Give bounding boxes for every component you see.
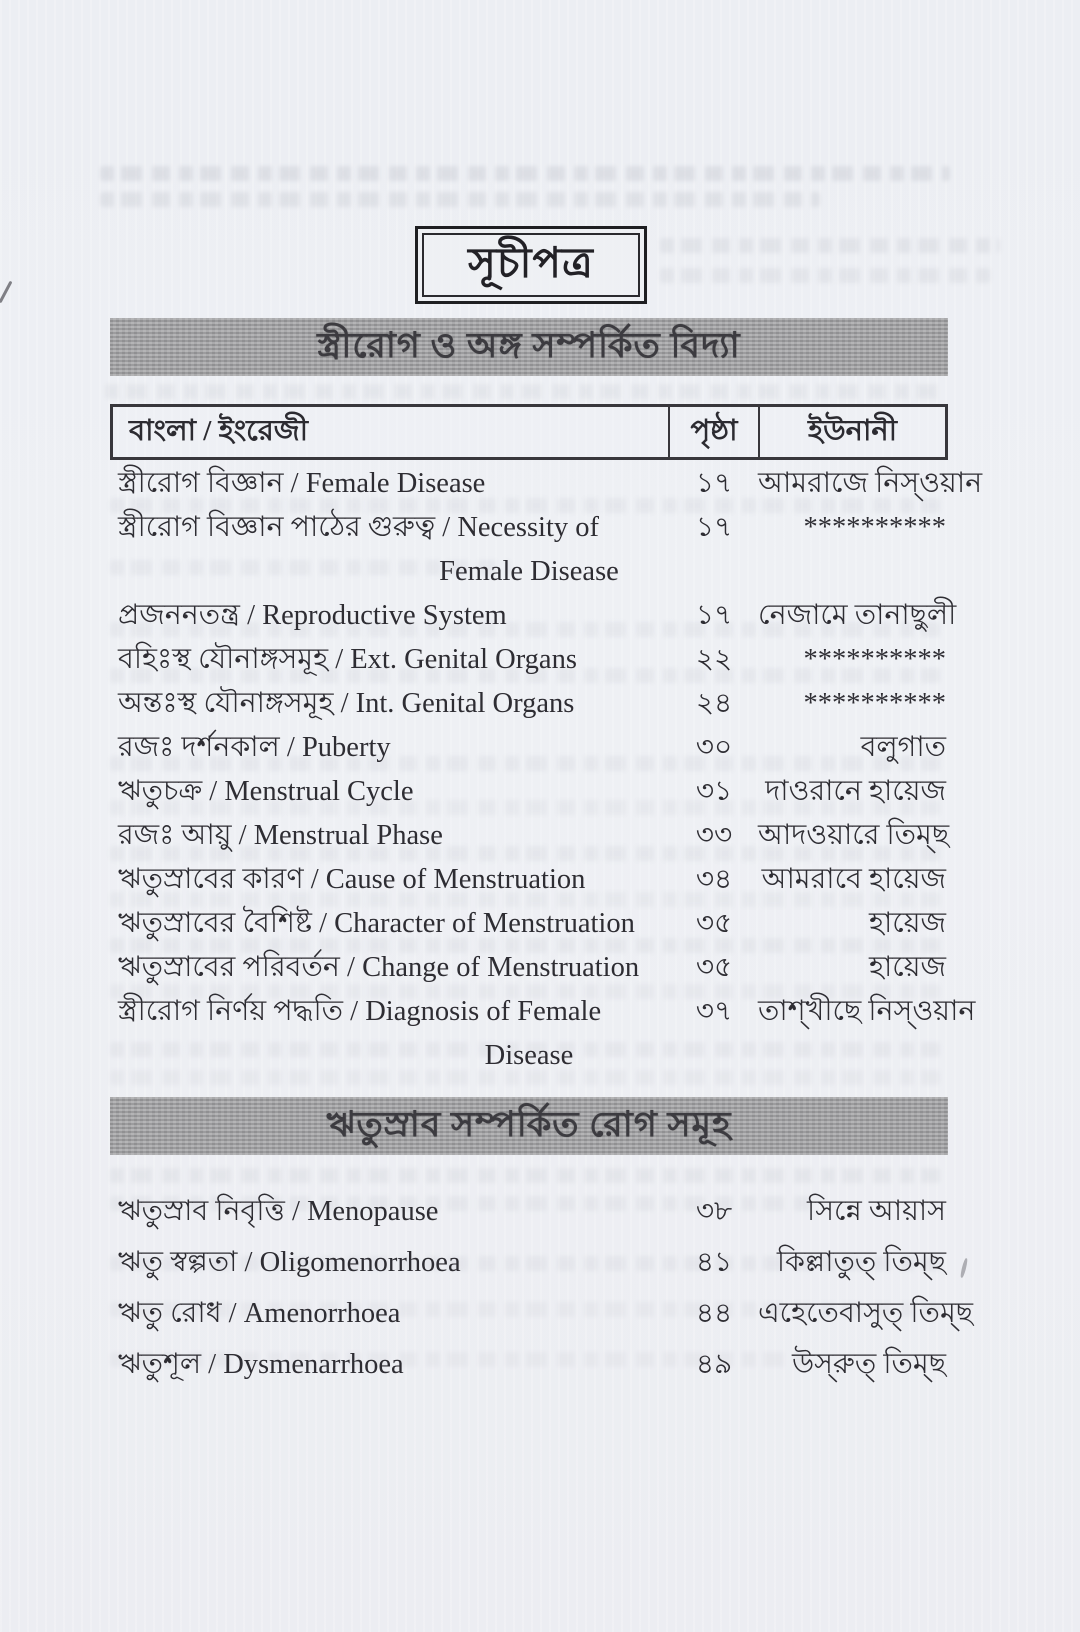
toc-entry-title: রজঃ দর্শনকাল / Puberty: [118, 732, 391, 763]
toc-entry-page-number: ৩৮: [695, 1196, 733, 1227]
toc-rows-section-1: [110, 462, 983, 1078]
toc-entry-unani-term: উস্‌রুত্‌ তিম্‌ছ: [791, 1349, 946, 1380]
toc-entry-title-line2: Disease: [484, 1040, 574, 1071]
toc-row: [110, 814, 948, 858]
section-1-banner: [110, 318, 948, 376]
page-title: সূচীপত্র: [468, 240, 594, 287]
toc-row: [110, 506, 948, 594]
toc-entry-unani-term: **********: [803, 512, 946, 543]
toc-row: [110, 682, 948, 726]
toc-row: [110, 594, 957, 638]
toc-entry-unani-term: হায়েজ: [869, 908, 946, 939]
toc-title-inner-frame: [422, 233, 640, 297]
bleed-through-artifact: [110, 1168, 940, 1183]
toc-entry-unani-term: আমরাবে হায়েজ: [761, 864, 946, 895]
toc-row: [110, 1288, 974, 1339]
toc-entry-title: ঋতুস্রাবের কারণ / Cause of Menstruation: [118, 864, 586, 895]
toc-entry-unani-term: সিন্নে আয়াস: [807, 1196, 946, 1227]
toc-row: [110, 1186, 948, 1237]
bleed-through-artifact: [660, 268, 990, 283]
toc-entry-title-line2: Female Disease: [439, 556, 619, 587]
toc-entry-unani-term: **********: [803, 644, 946, 675]
bleed-through-artifact: [660, 238, 1000, 253]
edge-mark: [960, 1258, 969, 1278]
toc-entry-page-number: ৩৩: [695, 820, 733, 851]
toc-row: [110, 1339, 948, 1390]
toc-entry-page-number: ৩৭: [695, 996, 733, 1027]
toc-entry-unani-term: দাওরানে হায়েজ: [765, 776, 946, 807]
bleed-through-artifact: [100, 166, 950, 181]
section-2-heading: ঋতুস্রাব সম্পর্কিত রোগ সমূহ: [326, 1104, 732, 1144]
toc-entry-unani-term: আদওয়ারে তিম্‌ছ: [758, 820, 950, 851]
toc-entry-title: ঋতুস্রাবের পরিবর্তন / Change of Menstruation: [118, 952, 640, 983]
section-2-banner: [110, 1097, 948, 1155]
toc-entry-unani-term: তাশ্‌খীছে নিস্‌ওয়ান: [758, 996, 976, 1027]
toc-row: [110, 946, 948, 990]
toc-entry-unani-term: কিল্লাতুত্‌ তিম্‌ছ: [776, 1247, 946, 1278]
toc-rows-section-2: [110, 1186, 974, 1390]
toc-row: [110, 726, 948, 770]
toc-entry-page-number: ৩৪: [695, 864, 733, 895]
toc-entry-unani-term: হায়েজ: [869, 952, 946, 983]
toc-entry-title: রজঃ আয়ু / Menstrual Phase: [118, 820, 443, 851]
toc-entry-unani-term: বলুগাত: [860, 732, 946, 763]
toc-entry-page-number: ৪১: [695, 1247, 733, 1278]
toc-entry-page-number: ১৭: [695, 512, 733, 543]
toc-entry-unani-term: আমরাজে নিস্‌ওয়ান: [758, 468, 983, 499]
pen-mark: [0, 281, 12, 304]
toc-row: [110, 1237, 948, 1288]
toc-entry-page-number: ৩৫: [695, 908, 733, 939]
toc-entry-page-number: ২৪: [695, 688, 733, 719]
toc-entry-unani-term: নেজামে তানাছুলী: [758, 600, 957, 631]
column-header-page: পৃষ্ঠা: [670, 407, 760, 457]
toc-entry-page-number: ১৭: [695, 468, 733, 499]
toc-row: [110, 990, 976, 1078]
column-header-unani: ইউনানী: [808, 414, 897, 447]
toc-entry-title: প্রজননতন্ত্র / Reproductive System: [118, 600, 507, 631]
toc-title-box: [415, 226, 647, 304]
toc-row: [110, 770, 948, 814]
toc-entry-title: ঋতুশূল / Dysmenarrhoea: [118, 1349, 404, 1380]
toc-entry-title: ঋতুস্রাব নিবৃত্তি / Menopause: [118, 1196, 439, 1227]
toc-row: [110, 858, 948, 902]
toc-entry-title: ঋতু রোধ / Amenorrhoea: [118, 1298, 401, 1329]
bleed-through-artifact: [105, 384, 945, 399]
toc-entry-title: বহিঃস্থ যৌনাঙ্গসমূহ / Ext. Genital Organs: [118, 644, 577, 675]
section-1-heading: স্ত্রীরোগ ও অঙ্গ সম্পর্কিত বিদ্যা: [317, 325, 741, 365]
toc-entry-title: ঋতুচক্র / Menstrual Cycle: [118, 776, 414, 807]
toc-entry-page-number: ১৭: [695, 600, 733, 631]
toc-entry-title: ঋতুস্রাবের বৈশিষ্ট / Character of Menstruation: [118, 908, 635, 939]
toc-entry-page-number: ৩১: [695, 776, 733, 807]
toc-entry-title: স্ত্রীরোগ বিজ্ঞান / Female Disease: [118, 468, 486, 499]
toc-entry-page-number: ৩০: [695, 732, 733, 763]
toc-row: [110, 462, 983, 506]
toc-entry-page-number: ২২: [695, 644, 733, 675]
toc-entry-page-number: ৪৯: [695, 1349, 733, 1380]
table-header: [110, 404, 948, 460]
column-header-title: বাংলা / ইংরেজী: [113, 407, 670, 457]
toc-entry-page-number: ৩৫: [695, 952, 733, 983]
toc-entry-page-number: ৪৪: [695, 1298, 733, 1329]
toc-entry-title: স্ত্রীরোগ বিজ্ঞান পাঠের গুরুত্ব / Necessity of: [118, 512, 599, 543]
toc-entry-title: ঋতু স্বল্পতা / Oligomenorrhoea: [118, 1247, 461, 1278]
bleed-through-artifact: [100, 192, 820, 207]
toc-entry-title: স্ত্রীরোগ নির্ণয় পদ্ধতি / Diagnosis of Female: [118, 996, 602, 1027]
toc-entry-title: অন্তঃস্থ যৌনাঙ্গসমূহ / Int. Genital Organs: [118, 688, 575, 719]
toc-entry-unani-term: **********: [803, 688, 946, 719]
toc-row: [110, 638, 948, 682]
toc-entry-unani-term: এহেতেবাসুত্‌ তিম্‌ছ: [758, 1298, 974, 1329]
toc-row: [110, 902, 948, 946]
